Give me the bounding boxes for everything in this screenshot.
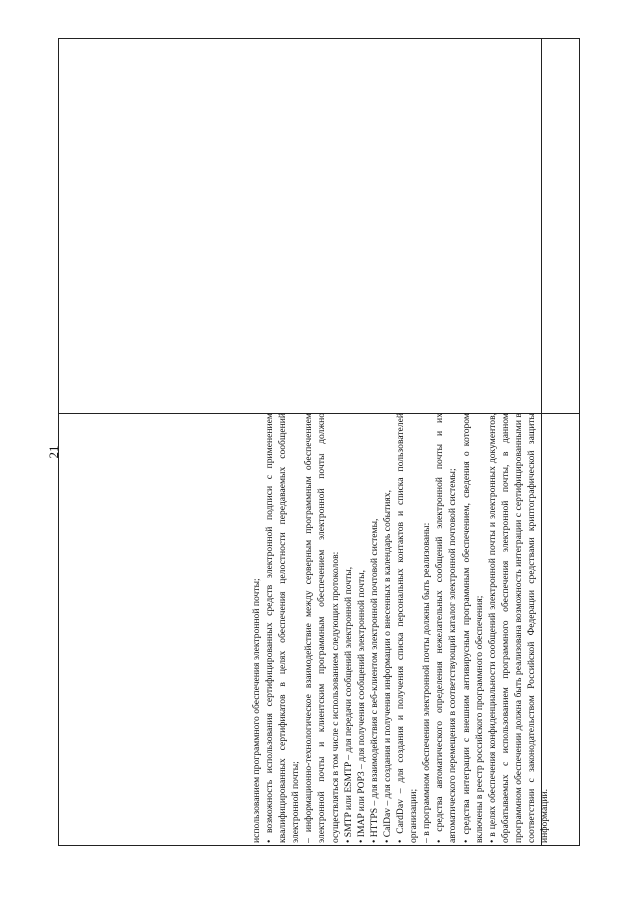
page-number: 21 xyxy=(46,445,61,459)
paragraph: – в программном обеспечении электронной почты должны быть реализованы: xyxy=(421,522,433,843)
paragraph: использованием программного обеспечения электронной почты; xyxy=(251,578,262,843)
paragraph: • CalDav – для создания и получения информации о внесенных в календарь событиях, xyxy=(381,489,393,843)
paragraph: • CardDav – для создания и получения списка персональных контактов и списка пользователей организации; xyxy=(395,413,420,843)
paragraph: • IMAP или POP3 – для получения сообщений электронной почты, xyxy=(355,569,367,843)
paragraph: • SMTP или ESMTP – для передачи сообщений электронной почты, xyxy=(342,566,354,843)
paragraph: • в целях обеспечения конфиденциальности сообщений электронной почты и электронных документов, обрабатываемых с использованием программного обеспечения электронной почты, в данном программном обеспечении должна быть реализована возможность интеграции с сертифицированными в соответствии с законодательством Российской Федерации средствами криптографической защиты информации. xyxy=(486,413,551,843)
paragraph: • возможность использования сертифицированных средств электронной подписи с применением квалифицированных сертификатов в целях обеспечения целостности передаваемых сообщений электронной почты; xyxy=(264,413,302,843)
requirements-text-cell xyxy=(250,413,640,843)
paragraph: • HTTPS – для взаимодействия с веб-клиентом электронной почтовой системы, xyxy=(368,518,380,843)
paragraph: – информационно-технологическое взаимодействие между серверным программным обеспечением электронной почты и клиентским программным обеспечением электронной почты должно осуществляться в том числе с использованием следующих протоколов: xyxy=(303,413,341,843)
paragraph: • средства автоматического определения нежелательных сообщений электронной почты и их автоматического перемещения в соответствующий каталог электронной почтовой системы; xyxy=(434,413,459,843)
paragraph: • средства интеграции с внешним антивирусным программным обеспечением, сведения о котором включены в реестр российского программного обеспечения; xyxy=(460,413,485,843)
